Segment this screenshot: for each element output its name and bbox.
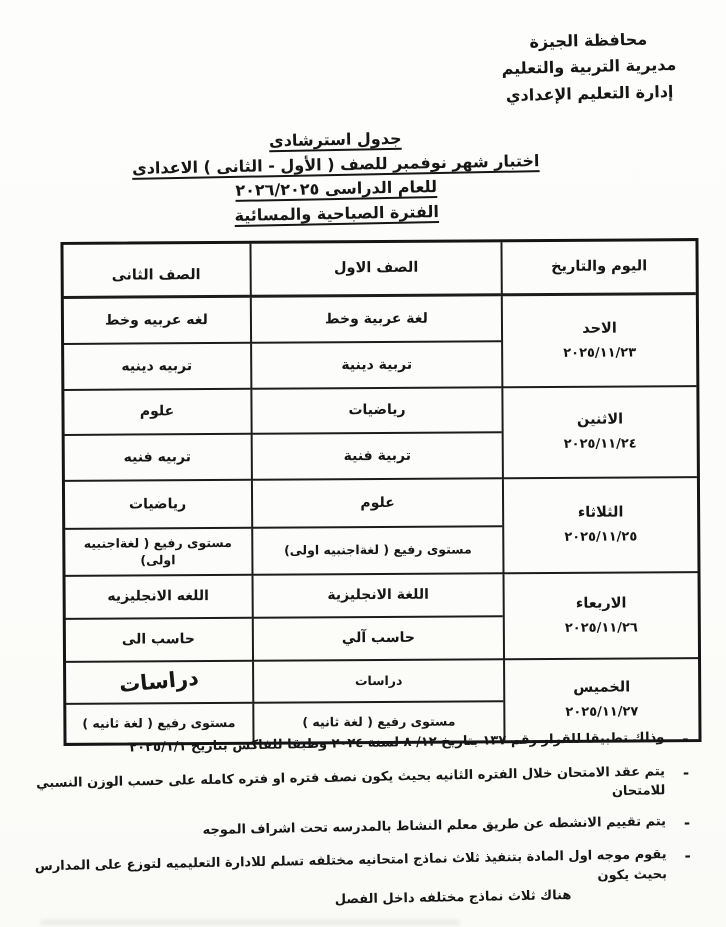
day-date: ٢٠٢٥/١١/٢٧ [565,703,639,720]
note-line: يتم عقد الامتحان خلال الفتره الثانيه بحيث يكون نصف فتره او فتره كامله على حسب الوزن النسبي للامتحان [36,763,666,800]
day-date: ٢٠٢٥/١١/٢٥ [564,529,638,545]
subject-cell: اللغه الانجليزيه [65,576,252,620]
exam-schedule-table [60,238,701,746]
subject-cell: اللغة الانجليزية [252,574,503,619]
bullet-dash: - [682,763,690,782]
day-cell [501,387,697,479]
day-name: الاحد [582,320,617,337]
column-header-grade1: الصف الاول [249,242,500,298]
subject-cell: علوم [63,390,250,436]
subject-cell: دراسات [252,660,503,704]
day-date: ٢٠٢٥/١١/٢٣ [563,344,637,361]
day-name: الاربعاء [575,595,627,612]
day-cell [501,295,697,388]
letterhead-directorate: مديرية التربية والتعليم [501,55,677,79]
day-date: ٢٠٢٥/١١/٢٦ [564,619,638,636]
note-text [15,762,666,813]
letterhead [463,25,715,110]
note-item [16,811,708,847]
note-line: يقوم موجه اول المادة بتنفيذ ثلاث نماذج امتحانيه مختلفه تسلم للادارة التعليميه لتوزع على المدارس بحيث يكون [34,847,668,883]
letterhead-administration: إدارة التعليم الإعدادي [505,81,674,105]
note-item [17,844,710,916]
subject-cell: حاسب الى [65,619,252,663]
note-line: يتم تقييم الانشطه عن طريق معلم النشاط بالمدرسه تحت اشراف الموجه [202,813,667,838]
subject-cell: علوم [251,479,502,529]
title-line-academic-year: للعام الدراسى ٢٠٢٦/٢٠٢٥ [235,177,438,201]
title-line-schedule: جدول استرشادى [268,128,402,151]
letterhead-governorate: محافظة الجيزة [529,29,648,52]
day-cell [502,478,698,574]
day-name: الثلاثاء [577,504,624,522]
subject-cell: مستوى رفيع ( لغة ثانيه ) [252,702,503,742]
subject-cell: لغة عربية وخط [250,296,501,344]
day-name: الخميس [573,679,631,696]
subject-cell: حاسب آلي [252,617,503,662]
day-cell [503,573,699,660]
subject-cell: مستوى رفيع ( لغة ثانيه ) [82,714,236,731]
bullet-dash: - [682,729,689,748]
document-title [55,119,617,235]
title-line-exam: اختبار شهر نوفمبر للصف ( الأول - الثانى ) الاعدادى [131,150,540,178]
subject-cell: رياضيات [250,388,501,435]
day-date: ٢٠٢٥/١١/٢٤ [563,436,637,452]
note-text [16,812,666,844]
subject-cell: تربية فنية [251,433,502,481]
subject-cell: مستوى رفيع ( لغةاجنبيه اولى) [251,527,502,576]
handwritten-subject: دراسات [117,665,200,697]
subject-cell: لغه عربيه وخط [63,298,250,345]
scan-smudge-artifact [40,920,460,925]
subject-cell: رياضيات [64,481,251,530]
subject-cell: تربيه دينيه [63,344,250,391]
footer-notes [14,727,709,927]
column-header-day: اليوم والتاريخ [500,241,695,296]
title-line-period: الفترة الصباحية والمسائية [234,201,440,225]
note-line: هناك ثلاث نماذج مختلفه داخل الفصل [334,887,572,908]
note-text [17,845,668,916]
note-line: وذلك تطبيقا للقرار رقم ١٣٧ بتاريخ ١٢/ ٨ لسنة ٢٠٢٤ وطبقا للفاكس بتاريخ ٢٠٢٥/١/١ [129,730,665,756]
subject-cell-handwritten [65,662,252,705]
subject-cell: مستوى رفيع ( لغةاجنبيه اولى) [64,529,251,577]
bullet-dash: - [684,846,691,865]
subject-cell: تربية دينية [250,342,501,390]
column-header-grade2: الصف الثانى [62,244,249,299]
subject-cell: تربيه فنيه [64,435,251,482]
day-name: الاثنين [576,411,624,429]
bullet-dash: - [683,813,691,832]
note-item [15,761,708,813]
